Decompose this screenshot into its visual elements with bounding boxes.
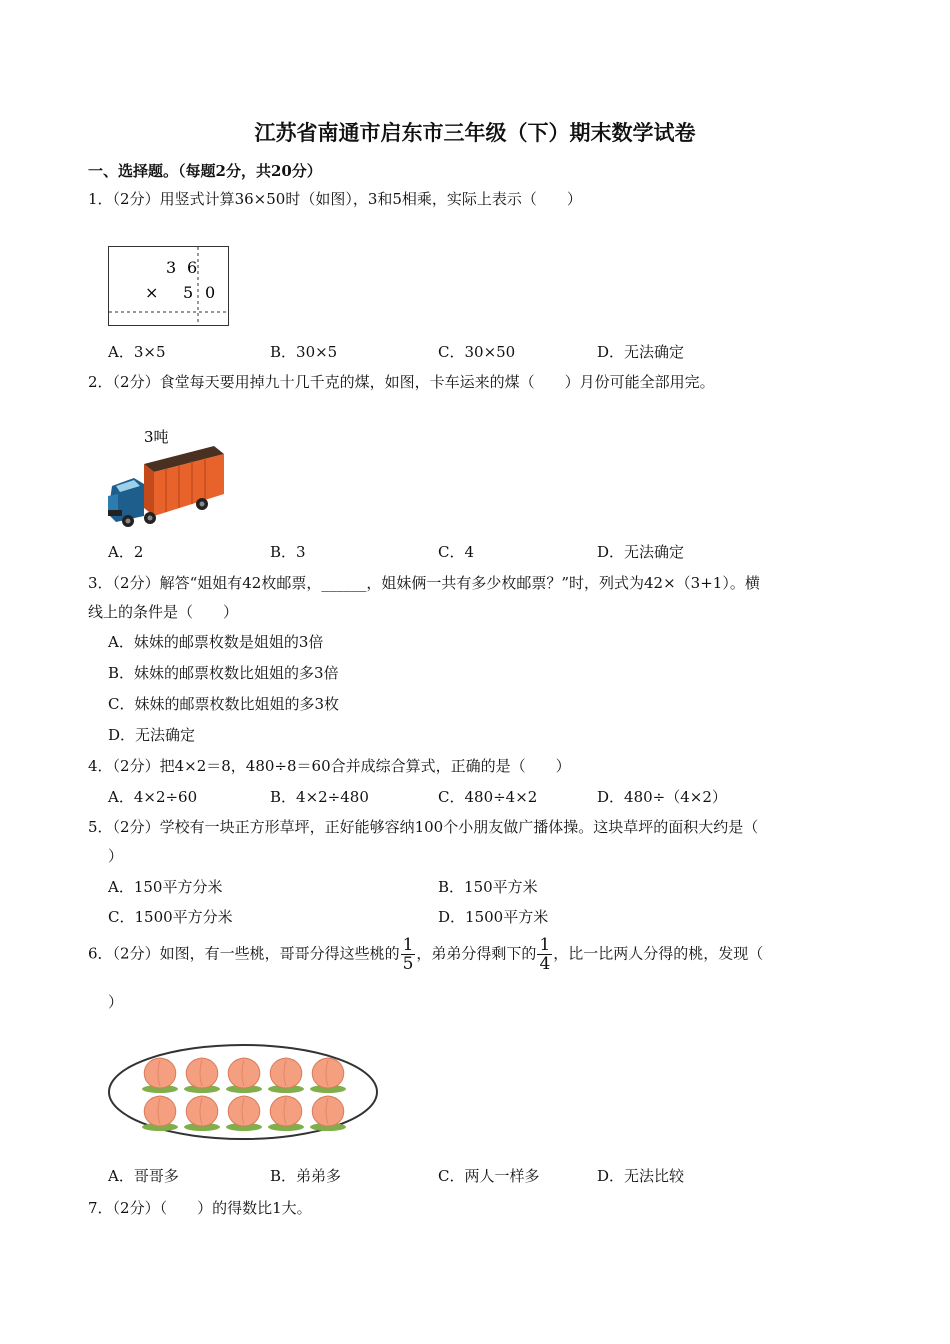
option-a[interactable]: A．3×5 xyxy=(108,343,166,361)
option-d[interactable]: D．480÷（4×2） xyxy=(597,788,727,806)
question-5-line1: 5．（2分）学校有一块正方形草坪，正好能够容纳100个小朋友做广播体操。这块草坪的面积大约是（ xyxy=(88,818,759,836)
peach-plate-figure xyxy=(106,1040,382,1142)
question-5-line2: ） xyxy=(108,847,124,865)
truck-label: 3吨 xyxy=(144,428,169,446)
page-title: 江苏省南通市启东市三年级（下）期末数学试卷 xyxy=(254,120,696,145)
question-2: 2．（2分）食堂每天要用掉九十几千克的煤，如图，卡车运来的煤（ ）月份可能全部用完。 xyxy=(88,373,715,391)
option-c[interactable]: C．两人一样多 xyxy=(438,1167,540,1185)
option-c[interactable]: C．480÷4×2 xyxy=(438,788,538,806)
question-1: 1．（2分）用竖式计算36×50时（如图），3和5相乘，实际上表示（ ） xyxy=(88,190,582,208)
option-d[interactable]: D．无法比较 xyxy=(597,1167,685,1185)
fraction-one-fourth: $\frac{1}{4}$ xyxy=(539,935,551,974)
option-a[interactable]: A．妹妹的邮票枚数是姐姐的3倍 xyxy=(108,633,324,651)
figure-digit: 5 xyxy=(183,283,194,302)
option-c[interactable]: C．30×50 xyxy=(438,343,516,361)
option-b[interactable]: B．3 xyxy=(270,543,306,561)
option-c[interactable]: C．妹妹的邮票枚数比姐姐的多3枚 xyxy=(108,695,340,713)
question-6-line2: ） xyxy=(108,993,124,1011)
question-6-text-c: ，比一比两人分得的桃，发现（ xyxy=(553,944,764,963)
question-6-text-a: 6．（2分）如图，有一些桃，哥哥分得这些桃的 xyxy=(88,944,400,963)
question-7: 7．（2分）（ ）的得数比1大。 xyxy=(88,1199,312,1217)
question-6-text-b: ，弟弟分得剩下的 xyxy=(416,944,537,963)
option-c[interactable]: C．1500平方分米 xyxy=(108,908,233,926)
question-3-line1: 3．（2分）解答“姐姐有42枚邮票，______，姐妹俩一共有多少枚邮票？”时，列式为42×（3+1）。横 xyxy=(88,574,760,592)
question-3-line2: 线上的条件是（ ） xyxy=(88,603,239,621)
option-d[interactable]: D．无法确定 xyxy=(597,343,685,361)
section-heading: 一、选择题。（每题2分，共20分） xyxy=(88,162,322,180)
figure-digit: 3 xyxy=(166,258,177,277)
truck-figure xyxy=(104,424,228,530)
option-b[interactable]: B．妹妹的邮票枚数比姐姐的多3倍 xyxy=(108,664,339,682)
option-b[interactable]: B．4×2÷480 xyxy=(270,788,369,806)
figure-digit: 0 xyxy=(205,283,216,302)
option-a[interactable]: A．150平方分米 xyxy=(108,878,223,896)
option-d[interactable]: D．无法确定 xyxy=(597,543,685,561)
option-d[interactable]: D．1500平方米 xyxy=(438,908,549,926)
option-d[interactable]: D．无法确定 xyxy=(108,726,196,744)
question-4: 4．（2分）把4×2＝8，480÷8＝60合并成综合算式，正确的是（ ） xyxy=(88,757,571,775)
vertical-multiplication-figure xyxy=(108,246,230,328)
fraction-one-fifth: $\frac{1}{5}$ xyxy=(402,935,414,974)
option-b[interactable]: B．30×5 xyxy=(270,343,338,361)
figure-digit: 6 xyxy=(187,258,198,277)
option-a[interactable]: A．4×2÷60 xyxy=(108,788,198,806)
option-a[interactable]: A．哥哥多 xyxy=(108,1167,179,1185)
question-6-line1 xyxy=(88,936,763,973)
option-a[interactable]: A．2 xyxy=(108,543,144,561)
figure-operator: × xyxy=(145,283,159,302)
option-c[interactable]: C．4 xyxy=(438,543,475,561)
option-b[interactable]: B．弟弟多 xyxy=(270,1167,342,1185)
option-b[interactable]: B．150平方米 xyxy=(438,878,538,896)
